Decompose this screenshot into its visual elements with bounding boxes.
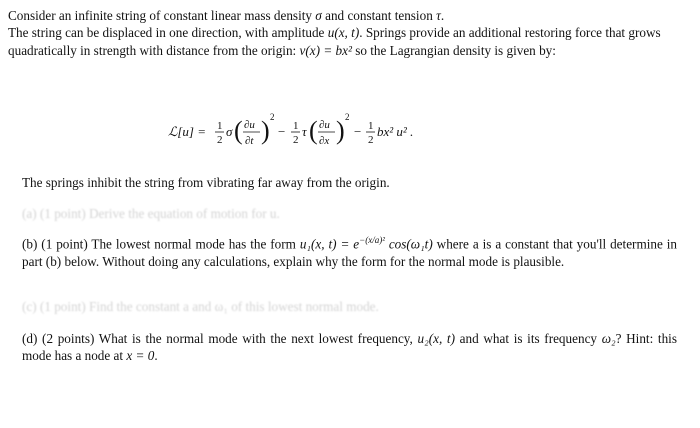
eq-minus-1: − (278, 124, 286, 139)
eq-tail: bx² u² . (377, 124, 414, 139)
eq-half-2-den: 2 (293, 134, 299, 146)
faded-part-c: (c) (1 point) Find the constant a and ω₁ of this lowest normal mode. (22, 299, 379, 314)
eq-half-1-num: 1 (217, 120, 223, 132)
eq-dt: ∂t (245, 135, 254, 147)
lagrangian-equation (168, 106, 468, 156)
part-d-paragraph: (d) (2 points) What is the normal mode with the next lowest frequency, u₂(x, t) and what is its frequency ω₂? Hint: this mode has a node at x = 0. (22, 331, 677, 364)
eq-half-3-den: 2 (368, 134, 374, 146)
eq-half-1-den: 2 (217, 134, 223, 146)
eq-tau: τ (302, 124, 307, 139)
eq-half-3-num: 1 (368, 120, 374, 132)
eq-lhs: ℒ[u] = (168, 124, 207, 139)
eq-minus-2: − (354, 124, 362, 139)
eq-paren-r1: ) (261, 116, 270, 145)
eq-sigma: σ (226, 124, 233, 139)
intro-paragraph: Consider an infinite string of constant linear mass density σ and constant tension τ. The string can be displaced in one direction, with amplitude u(x, t). Springs provide an additional restoring force that grows quadratically in strength with distance from the origin: v(x) = bx² so the Lagrangian density is given by: (8, 8, 661, 58)
eq-paren-l2: ( (309, 116, 318, 145)
eq-exp-1: 2 (270, 112, 275, 122)
faded-part-a: (a) (1 point) Derive the equation of motion for u. (22, 206, 280, 221)
part-b-paragraph: (b) (1 point) The lowest normal mode has the form u₁(x, $t) = e^{-(x/a)^2}$ cos(ω₁t) where a is a constant that you'll determine in part (b) below. Without doing any calculations, explain why the form for the normal mode is plausible. (22, 235, 677, 269)
eq-paren-l1: ( (234, 116, 243, 145)
eq-dx: ∂x (319, 135, 330, 147)
eq-du-1: ∂u (244, 119, 255, 131)
eq-paren-r2: ) (336, 116, 345, 145)
springs-sentence: The springs inhibit the string from vibrating far away from the origin. (22, 175, 390, 190)
eq-exp-2: 2 (345, 112, 350, 122)
eq-du-2: ∂u (319, 119, 330, 131)
eq-half-2-num: 1 (293, 120, 299, 132)
